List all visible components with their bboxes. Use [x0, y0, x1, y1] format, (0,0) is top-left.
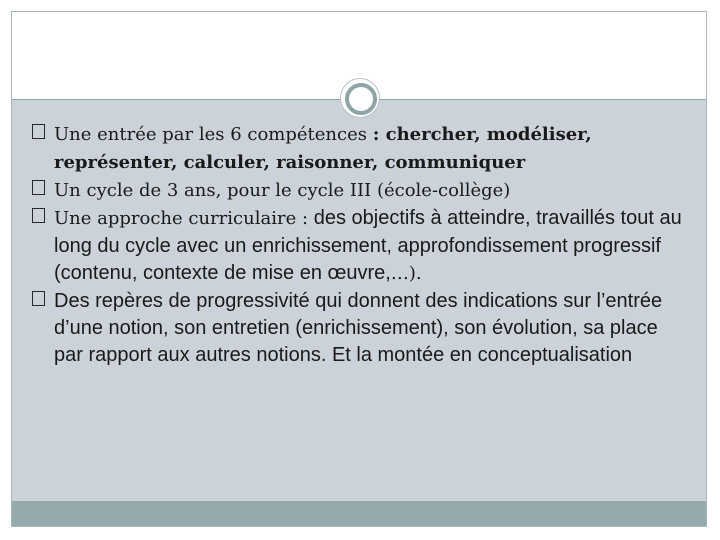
circle-ornament-icon	[340, 78, 380, 118]
circle-ornament-ring	[345, 83, 377, 115]
square-bullet-icon	[32, 291, 45, 306]
bullet-item-competences	[32, 120, 692, 176]
bullet-text-sans: Des repères de progressivité qui donnent des indications sur l’entrée d’une notion, son entretien (enrichissement), son évolution, sa place par rapport aux autres notions. Et la montée en conceptualisation	[54, 290, 663, 366]
square-bullet-icon	[32, 124, 45, 139]
bullet-text-ellipsis: …).	[390, 263, 422, 284]
bullet-text-sans: des objectifs à atteindre, travaillés tout au long du cycle avec un enrichissement, approfondissement progressif (contenu, contexte de mise en œuvre,	[54, 207, 682, 284]
square-bullet-icon	[32, 180, 45, 195]
bullet-text: Une entrée par les 6 compétences	[54, 124, 373, 145]
bullet-item-cycle	[32, 176, 692, 204]
bullet-text-bold: : chercher, modéliser, représenter, calculer, raisonner, communiquer	[54, 124, 592, 173]
square-bullet-icon	[32, 208, 45, 223]
bullet-list	[32, 120, 692, 368]
bullet-item-reperes	[32, 287, 692, 368]
bullet-text: Une approche curriculaire :	[54, 208, 314, 229]
bullet-text: Un cycle de 3 ans, pour le cycle III (école-collège)	[54, 180, 511, 201]
footer-bar	[12, 501, 706, 526]
bullet-item-curriculaire	[32, 204, 692, 287]
